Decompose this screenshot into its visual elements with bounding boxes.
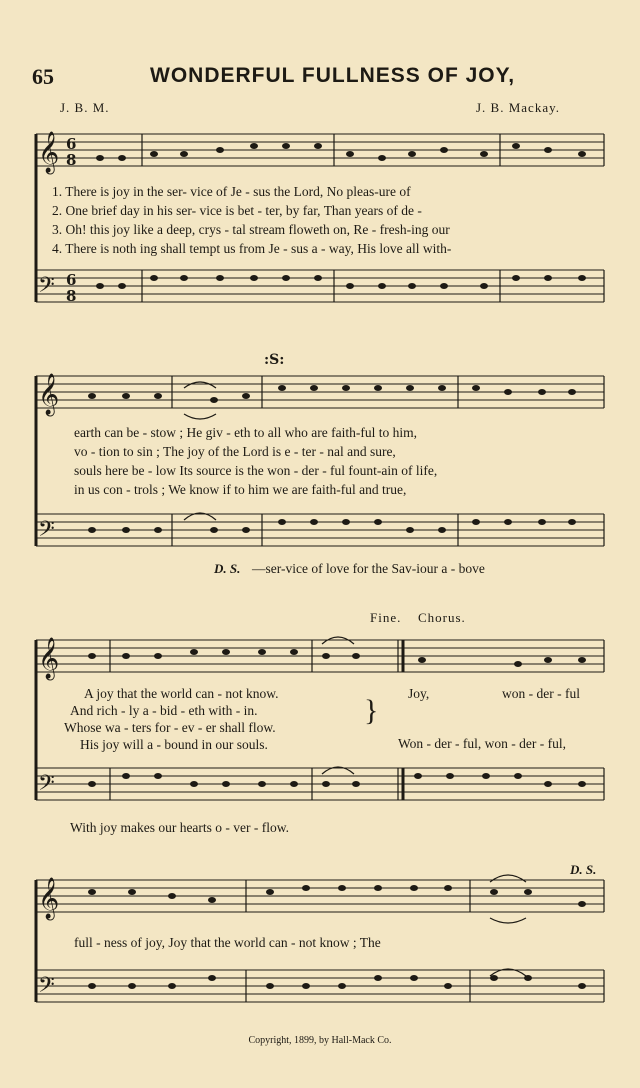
words-author: J. B. M. [60, 100, 110, 115]
verse-2-line-2: vo - tion to sin ; The joy of the Lord is e - ter - nal and sure, [74, 444, 396, 459]
svg-text:8: 8 [66, 151, 77, 169]
verse-4-line-3: His joy will a - bound in our souls. [80, 737, 268, 752]
verse-brace: } [364, 694, 379, 727]
ds-label-2: D. S. [570, 862, 597, 877]
svg-text:6: 6 [66, 271, 77, 289]
bass-words: With joy makes our hearts o - ver - flow. [70, 820, 290, 835]
svg-text:𝄞: 𝄞 [38, 878, 60, 919]
verse-3-line-1: 3. Oh! this joy like a deep, crys - tal stream floweth on, Re - fresh-ing our [52, 222, 450, 237]
verse-4-line-1: 4. There is noth ing shall tempt us from Je - sus a - way, His love all with- [52, 241, 452, 256]
verse-1-line-1: 1. There is joy in the ser- vice of Je - sus the Lord, No pleas-ure of [52, 184, 411, 199]
verse-2-line-1: 2. One brief day in his ser- vice is bet - ter, by far, Than years of de - [52, 203, 422, 218]
svg-text:6: 6 [66, 135, 77, 153]
staff-s4-treble [36, 880, 604, 912]
svg-text:𝄢: 𝄢 [38, 973, 55, 1003]
staff-s4-bass [36, 970, 604, 1002]
verse-2-line-3: And rich - ly a - bid - eth with - in. [70, 703, 258, 718]
staff-s2-treble [36, 376, 604, 408]
verse-3-line-2: souls here be - low Its source is the won - der - ful fount-ain of life, [74, 463, 438, 478]
chorus-word-joy: Joy, [408, 686, 430, 701]
svg-text:𝄞: 𝄞 [38, 638, 60, 679]
svg-text:𝄞: 𝄞 [38, 132, 60, 173]
ds-text: —ser-vice of love for the Sav-iour a - bove [252, 561, 485, 576]
verse-1-line-2: earth can be - stow ; He giv - eth to all who are faith-ful to him, [74, 425, 418, 440]
staff-s1-treble [36, 134, 604, 166]
staff-s3-treble [36, 640, 604, 672]
staff-s3-bass [36, 768, 604, 800]
chorus-marking: Chorus. [418, 610, 466, 625]
svg-text:𝄢: 𝄢 [38, 273, 55, 303]
chorus-word-wonderful: won - der - ful [502, 686, 580, 701]
copyright: Copyright, 1899, by Hall-Mack Co. [248, 1035, 392, 1046]
chorus-line-2: full - ness of joy, Joy that the world can - not know ; The [74, 935, 381, 950]
svg-text:𝄢: 𝄢 [38, 771, 55, 801]
ds-label-1: D. S. [214, 561, 241, 576]
svg-text:𝄢: 𝄢 [38, 517, 55, 547]
verse-3-line-3: Whose wa - ters for - ev - er shall flow. [64, 720, 276, 735]
hymn-title: WONDERFUL FULLNESS OF JOY, [150, 64, 516, 87]
staff-s2-bass [36, 514, 604, 546]
svg-text:𝄞: 𝄞 [38, 374, 60, 415]
verse-4-line-2: in us con - trols ; We know if to him we are faith-ful and true, [74, 482, 407, 497]
svg-text:8: 8 [66, 287, 77, 305]
verse-1-line-3: A joy that the world can - not know. [84, 686, 279, 701]
page-number: 65 [32, 64, 54, 89]
fine-marking: Fine. [370, 610, 402, 625]
svg-text::S:: :S: [264, 352, 285, 368]
music-author: J. B. Mackay. [476, 100, 561, 115]
chorus-alto-words: Won - der - ful, won - der - ful, [398, 736, 566, 751]
